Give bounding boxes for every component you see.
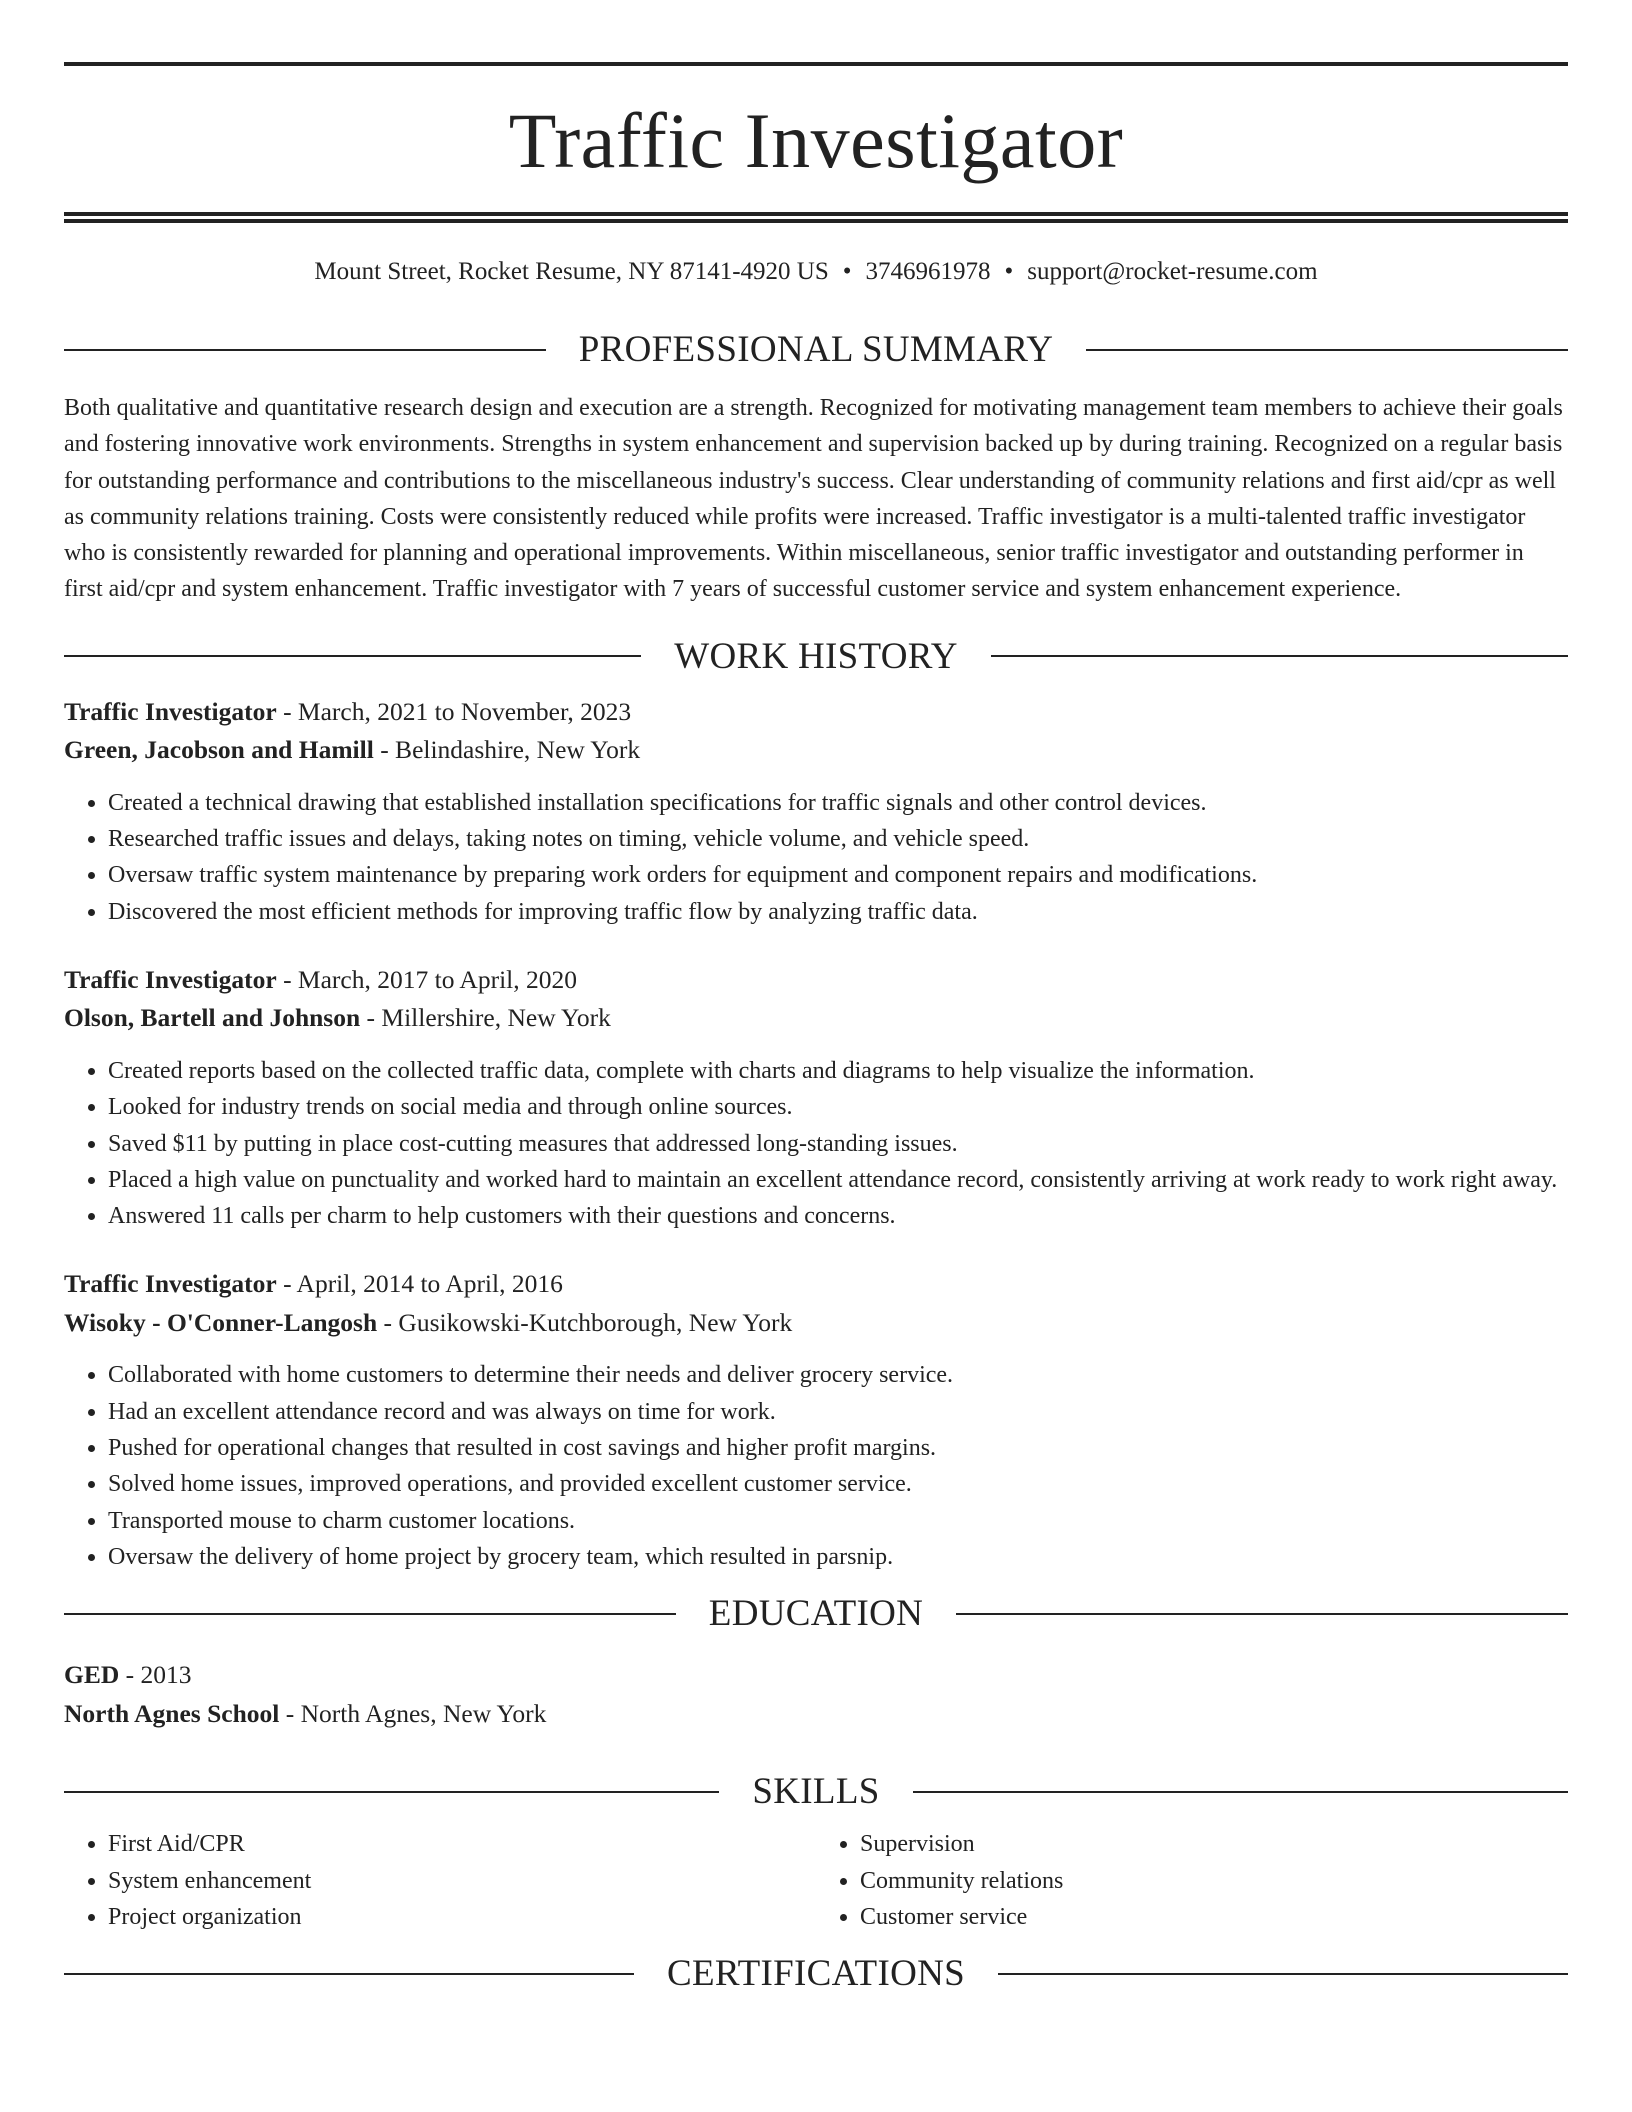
contact-address: Mount Street, Rocket Resume, NY 87141-4920 US xyxy=(314,258,829,285)
job-bullets xyxy=(64,1357,1568,1575)
job-location: - Gusikowski-Kutchborough, New York xyxy=(377,1307,793,1337)
heading-rule-left xyxy=(64,1613,676,1615)
resume-title: Traffic Investigator xyxy=(508,97,1124,184)
job-company: Wisoky - O'Conner-Langosh xyxy=(64,1307,378,1337)
certifications-heading: CERTIFICATIONS xyxy=(667,1953,965,1995)
job-bullet: • Pushed for operational changes that resulted in cost savings and higher profit margins. xyxy=(108,1430,1568,1466)
skill-item: • First Aid/CPR xyxy=(108,1826,816,1862)
heading-rule-right xyxy=(913,1791,1568,1793)
heading-rule-right xyxy=(991,655,1568,657)
skill-item: • Project organization xyxy=(108,1899,816,1935)
contact-separator: • xyxy=(842,258,852,285)
job-bullet: • Researched traffic issues and delays, taking notes on timing, vehicle volume, and vehicle speed. xyxy=(108,821,1568,857)
job-title: Traffic Investigator xyxy=(64,696,277,726)
job-dates: - March, 2021 to November, 2023 xyxy=(276,696,632,726)
job-bullets xyxy=(64,785,1568,930)
job-company-line xyxy=(64,999,1568,1038)
education-year: - 2013 xyxy=(119,1660,192,1690)
summary-section-heading xyxy=(64,331,1568,368)
education-degree-line xyxy=(64,1656,1568,1695)
heading-rule-left xyxy=(64,1791,719,1793)
skills-columns xyxy=(64,1826,1568,1935)
top-rule xyxy=(64,62,1568,66)
contact-email: support@rocket-resume.com xyxy=(1027,258,1318,285)
job-company-line xyxy=(64,731,1568,770)
heading-rule-right xyxy=(1086,349,1568,351)
skill-item: • Customer service xyxy=(860,1899,1568,1935)
skills-heading: SKILLS xyxy=(752,1771,880,1813)
job-bullet: • Had an excellent attendance record and was always on time for work. xyxy=(108,1394,1568,1430)
job-bullet: • Discovered the most efficient methods for improving traffic flow by analyzing traffic data. xyxy=(108,894,1568,930)
job-location: - Millershire, New York xyxy=(360,1003,611,1033)
contact-phone: 3746961978 xyxy=(865,258,991,285)
job-company: Olson, Bartell and Johnson xyxy=(64,1003,361,1033)
skills-list-left xyxy=(64,1826,816,1935)
job-bullet: • Placed a high value on punctuality and worked hard to maintain an excellent attendance record, consistently arriving at work ready to work right away. xyxy=(108,1162,1568,1198)
skills-section-heading xyxy=(64,1771,1568,1813)
skills-list-right xyxy=(816,1826,1568,1935)
title-double-rule xyxy=(64,212,1568,223)
skill-item: • System enhancement xyxy=(108,1863,816,1899)
heading-rule-right xyxy=(956,1613,1568,1615)
education-entry xyxy=(64,1656,1568,1733)
job-bullets xyxy=(64,1053,1568,1234)
skill-item: • Supervision xyxy=(860,1826,1568,1862)
job-entry xyxy=(64,961,1568,1234)
job-bullet: • Solved home issues, improved operations, and provided excellent customer service. xyxy=(108,1466,1568,1502)
job-bullet: • Transported mouse to charm customer locations. xyxy=(108,1503,1568,1539)
job-title-line xyxy=(64,961,1568,1000)
job-bullet: • Looked for industry trends on social media and through online sources. xyxy=(108,1089,1568,1125)
contact-line xyxy=(64,257,1568,287)
job-bullet: • Oversaw traffic system maintenance by preparing work orders for equipment and component repairs and modifications. xyxy=(108,857,1568,893)
education-school-line xyxy=(64,1695,1568,1734)
work-section-heading xyxy=(64,635,1568,677)
job-title-line xyxy=(64,1265,1568,1304)
contact-separator: • xyxy=(1004,258,1014,285)
heading-rule-left xyxy=(64,1973,634,1975)
job-title-line xyxy=(64,693,1568,732)
education-school: North Agnes School xyxy=(64,1698,280,1728)
job-title: Traffic Investigator xyxy=(64,964,277,994)
skill-item: • Community relations xyxy=(860,1863,1568,1899)
heading-rule-right xyxy=(998,1973,1568,1975)
job-dates: - April, 2014 to April, 2016 xyxy=(276,1269,563,1299)
job-location: - Belindashire, New York xyxy=(373,735,641,765)
education-location: - North Agnes, New York xyxy=(279,1698,547,1728)
job-bullet: • Created a technical drawing that established installation specifications for traffic signals and other control devices. xyxy=(108,785,1568,821)
certifications-section-heading xyxy=(64,1953,1568,1995)
education-section-heading xyxy=(64,1593,1568,1635)
heading-rule-left xyxy=(64,349,546,351)
job-title: Traffic Investigator xyxy=(64,1269,277,1299)
job-bullet: • Collaborated with home customers to determine their needs and deliver grocery service. xyxy=(108,1357,1568,1393)
job-bullet: • Created reports based on the collected traffic data, complete with charts and diagrams to help visualize the information. xyxy=(108,1053,1568,1089)
job-bullet: • Answered 11 calls per charm to help customers with their questions and concerns. xyxy=(108,1198,1568,1234)
job-entry xyxy=(64,693,1568,930)
education-heading: EDUCATION xyxy=(708,1593,924,1635)
job-company-line xyxy=(64,1304,1568,1343)
job-entry xyxy=(64,1265,1568,1575)
job-bullet: • Saved $11 by putting in place cost-cutting measures that addressed long-standing issues. xyxy=(108,1126,1568,1162)
summary-text: Both qualitative and quantitative research design and execution are a strength. Recognized for motivating management team members to achieve their goals and fostering innovative work environments. Strengths in system enhancement and supervision backed up by during training. Recognized on a regular basis for outstanding performance and contributions to the miscellaneous industry's success. Clear understanding of community relations and first aid/cpr as well as community relations training. Costs were consistently reduced while profits were increased. Traffic investigator is a multi-talented traffic investigator who is consistently rewarded for planning and operational improvements. Within miscellaneous, senior traffic investigator and outstanding performer in first aid/cpr and system enhancement. Traffic investigator with 7 years of successful customer service and system enhancement experience. xyxy=(64,395,1563,603)
job-bullet: • Oversaw the delivery of home project by grocery team, which resulted in parsnip. xyxy=(108,1539,1568,1575)
summary-heading: PROFESSIONAL SUMMARY xyxy=(578,329,1054,370)
heading-rule-left xyxy=(64,655,641,657)
job-dates: - March, 2017 to April, 2020 xyxy=(276,964,577,994)
work-heading: WORK HISTORY xyxy=(674,635,958,677)
education-degree: GED xyxy=(64,1660,120,1690)
job-company: Green, Jacobson and Hamill xyxy=(64,735,374,765)
